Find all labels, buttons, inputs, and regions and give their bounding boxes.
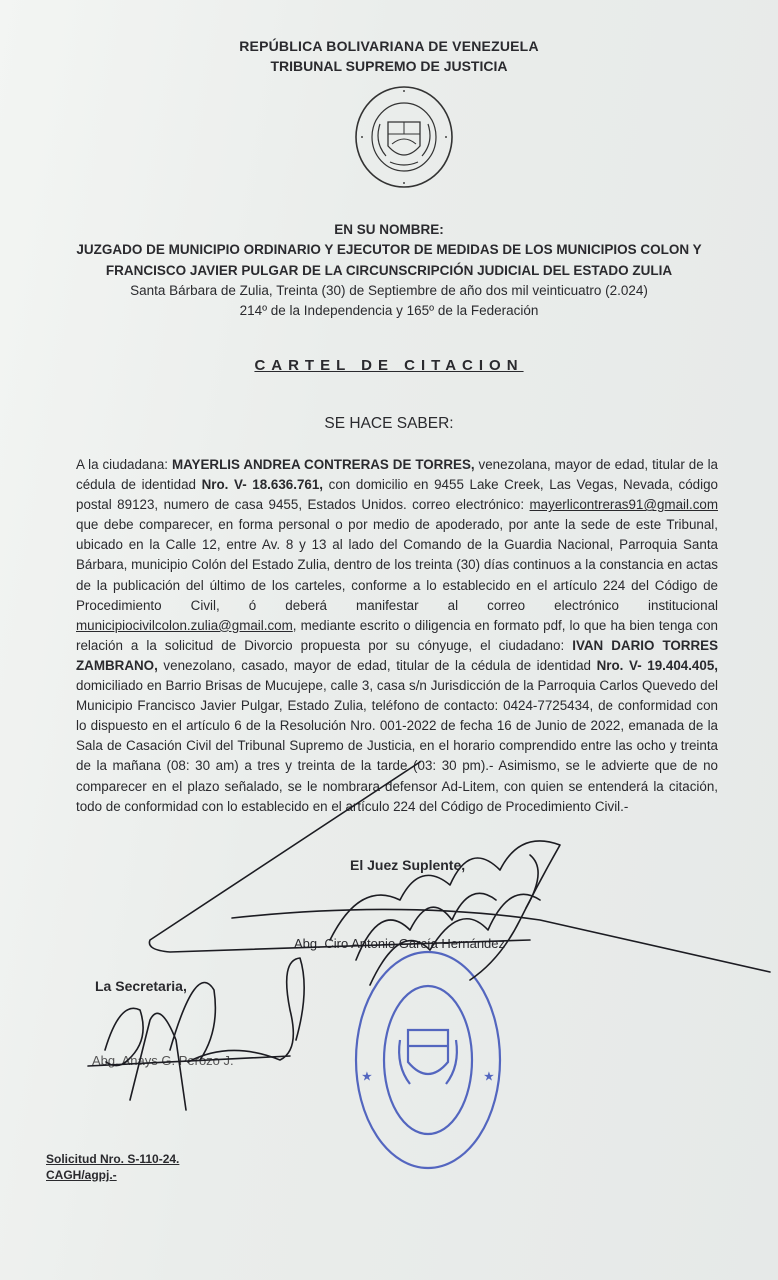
place-date: Santa Bárbara de Zulia, Treinta (30) de Septiembre de año dos mil veinticuatro (2.024) [130,283,648,298]
secretary-title: La Secretaria, [95,978,187,994]
solicitud-number: Solicitud Nro. S-110-24. [46,1152,180,1166]
institutional-email: municipiocivilcolon.zulia@gmail.com [76,617,293,633]
svg-text:★: ★ [362,1071,372,1083]
petitioner-id: Nro. V- 19.404.405, [596,657,718,673]
body-text: venezolana, mayor de edad, titular de la cédula de identidad [76,457,719,493]
header-republic: REPÚBLICA BOLIVARIANA DE VENEZUELA [239,38,539,54]
document-title: CARTEL DE CITACION [254,357,524,374]
secretary-name: Abg. Anays G. Perozo J. [92,1053,234,1068]
body-text: con domicilio en 9455 Lake Creek, Las Vegas, Nevada, código postal 89123, numero de casa 9455, Estados Unidos. correo electrónico: [76,477,719,513]
en-su-nombre: EN SU NOMBRE: [334,222,444,237]
initials: CAGH/agpj.- [46,1168,117,1182]
citee-name: MAYERLIS ANDREA CONTRERAS DE TORRES, [171,457,475,472]
judge-title: El Juez Suplente, [350,857,466,873]
independence-line: 214º de la Independencia y 165º de la Federación [239,303,539,318]
body-text: venezolano, casado, mayor de edad, titular de la cédula de identidad [157,657,597,673]
court-name-line-2: FRANCISCO JAVIER PULGAR DE LA CIRCUNSCRIPCIÓN JUDICIAL DEL ESTADO ZULIA [105,263,673,278]
citation-body [76,455,718,817]
body-text: , mediante escrito o diligencia en formato pdf, lo que ha bien tenga con relación a la solicitud de Divorcio propuesta por su cónyuge, el ciudadano: [76,617,718,653]
judge-name: Abg. Ciro Antonio García Hernández [294,936,506,951]
document-subtitle: SE HACE SABER: [324,415,454,432]
petitioner-name: IVAN DARIO TORRES ZAMBRANO, [76,637,718,673]
citee-email: mayerlicontreras91@gmail.com [529,497,718,513]
header-tribunal: TRIBUNAL SUPREMO DE JUSTICIA [270,58,508,74]
coat-of-arms-seal [352,84,456,190]
court-name-line-1: JUZGADO DE MUNICIPIO ORDINARIO Y EJECUTOR DE MEDIDAS DE LOS MUNICIPIOS COLON Y [76,242,702,257]
body-text: A la ciudadana: [76,457,172,472]
svg-text:★: ★ [484,1071,494,1083]
body-text: que debe comparecer, en forma personal o por medio de apoderado, por ante la sede de este Tribunal, ubicado en la Calle 12, entre Av. 8 y 13 al lado del Comando de la Guardia Nacional, Parroquia Santa Bárbara, municipio Colón del Estado Zulia, dentro de los treinta (30) días continuos a la constancia en actas de la publicación del último de los carteles, conforme a lo establecido en el artículo 224 del Código de Procedimiento Civil, ó deberá manifestar al correo electrónico institucional [76,517,718,613]
body-text: domiciliado en Barrio Brisas de Mucujepe, calle 3, casa s/n Jurisdicción de la Parroquia Carlos Quevedo del Municipio Francisco Javier Pulgar, Estado Zulia, teléfono de contacto: 0424-7725434, de conformidad con lo dispuesto en el artículo 6 de la Resolución Nro. 001-2022 de fecha 16 de Junio de 2022, emanada de la Sala de Casación Civil del Tribunal Supremo de Justicia, en el horario comprendido entre las ocho y treinta de la mañana (08: 30 am) a tres y treinta de la tarde (03: 30 pm).- Asimismo, se le advierte que de no comparecer en el plazo señalado, se le nombrara defensor Ad-Litem, con quien se entenderá la citación, todo de conformidad con lo establecido en el artículo 224 del Código de Procedimiento Civil.- [76,678,718,814]
citee-id: Nro. V- 18.636.761, [201,477,324,493]
